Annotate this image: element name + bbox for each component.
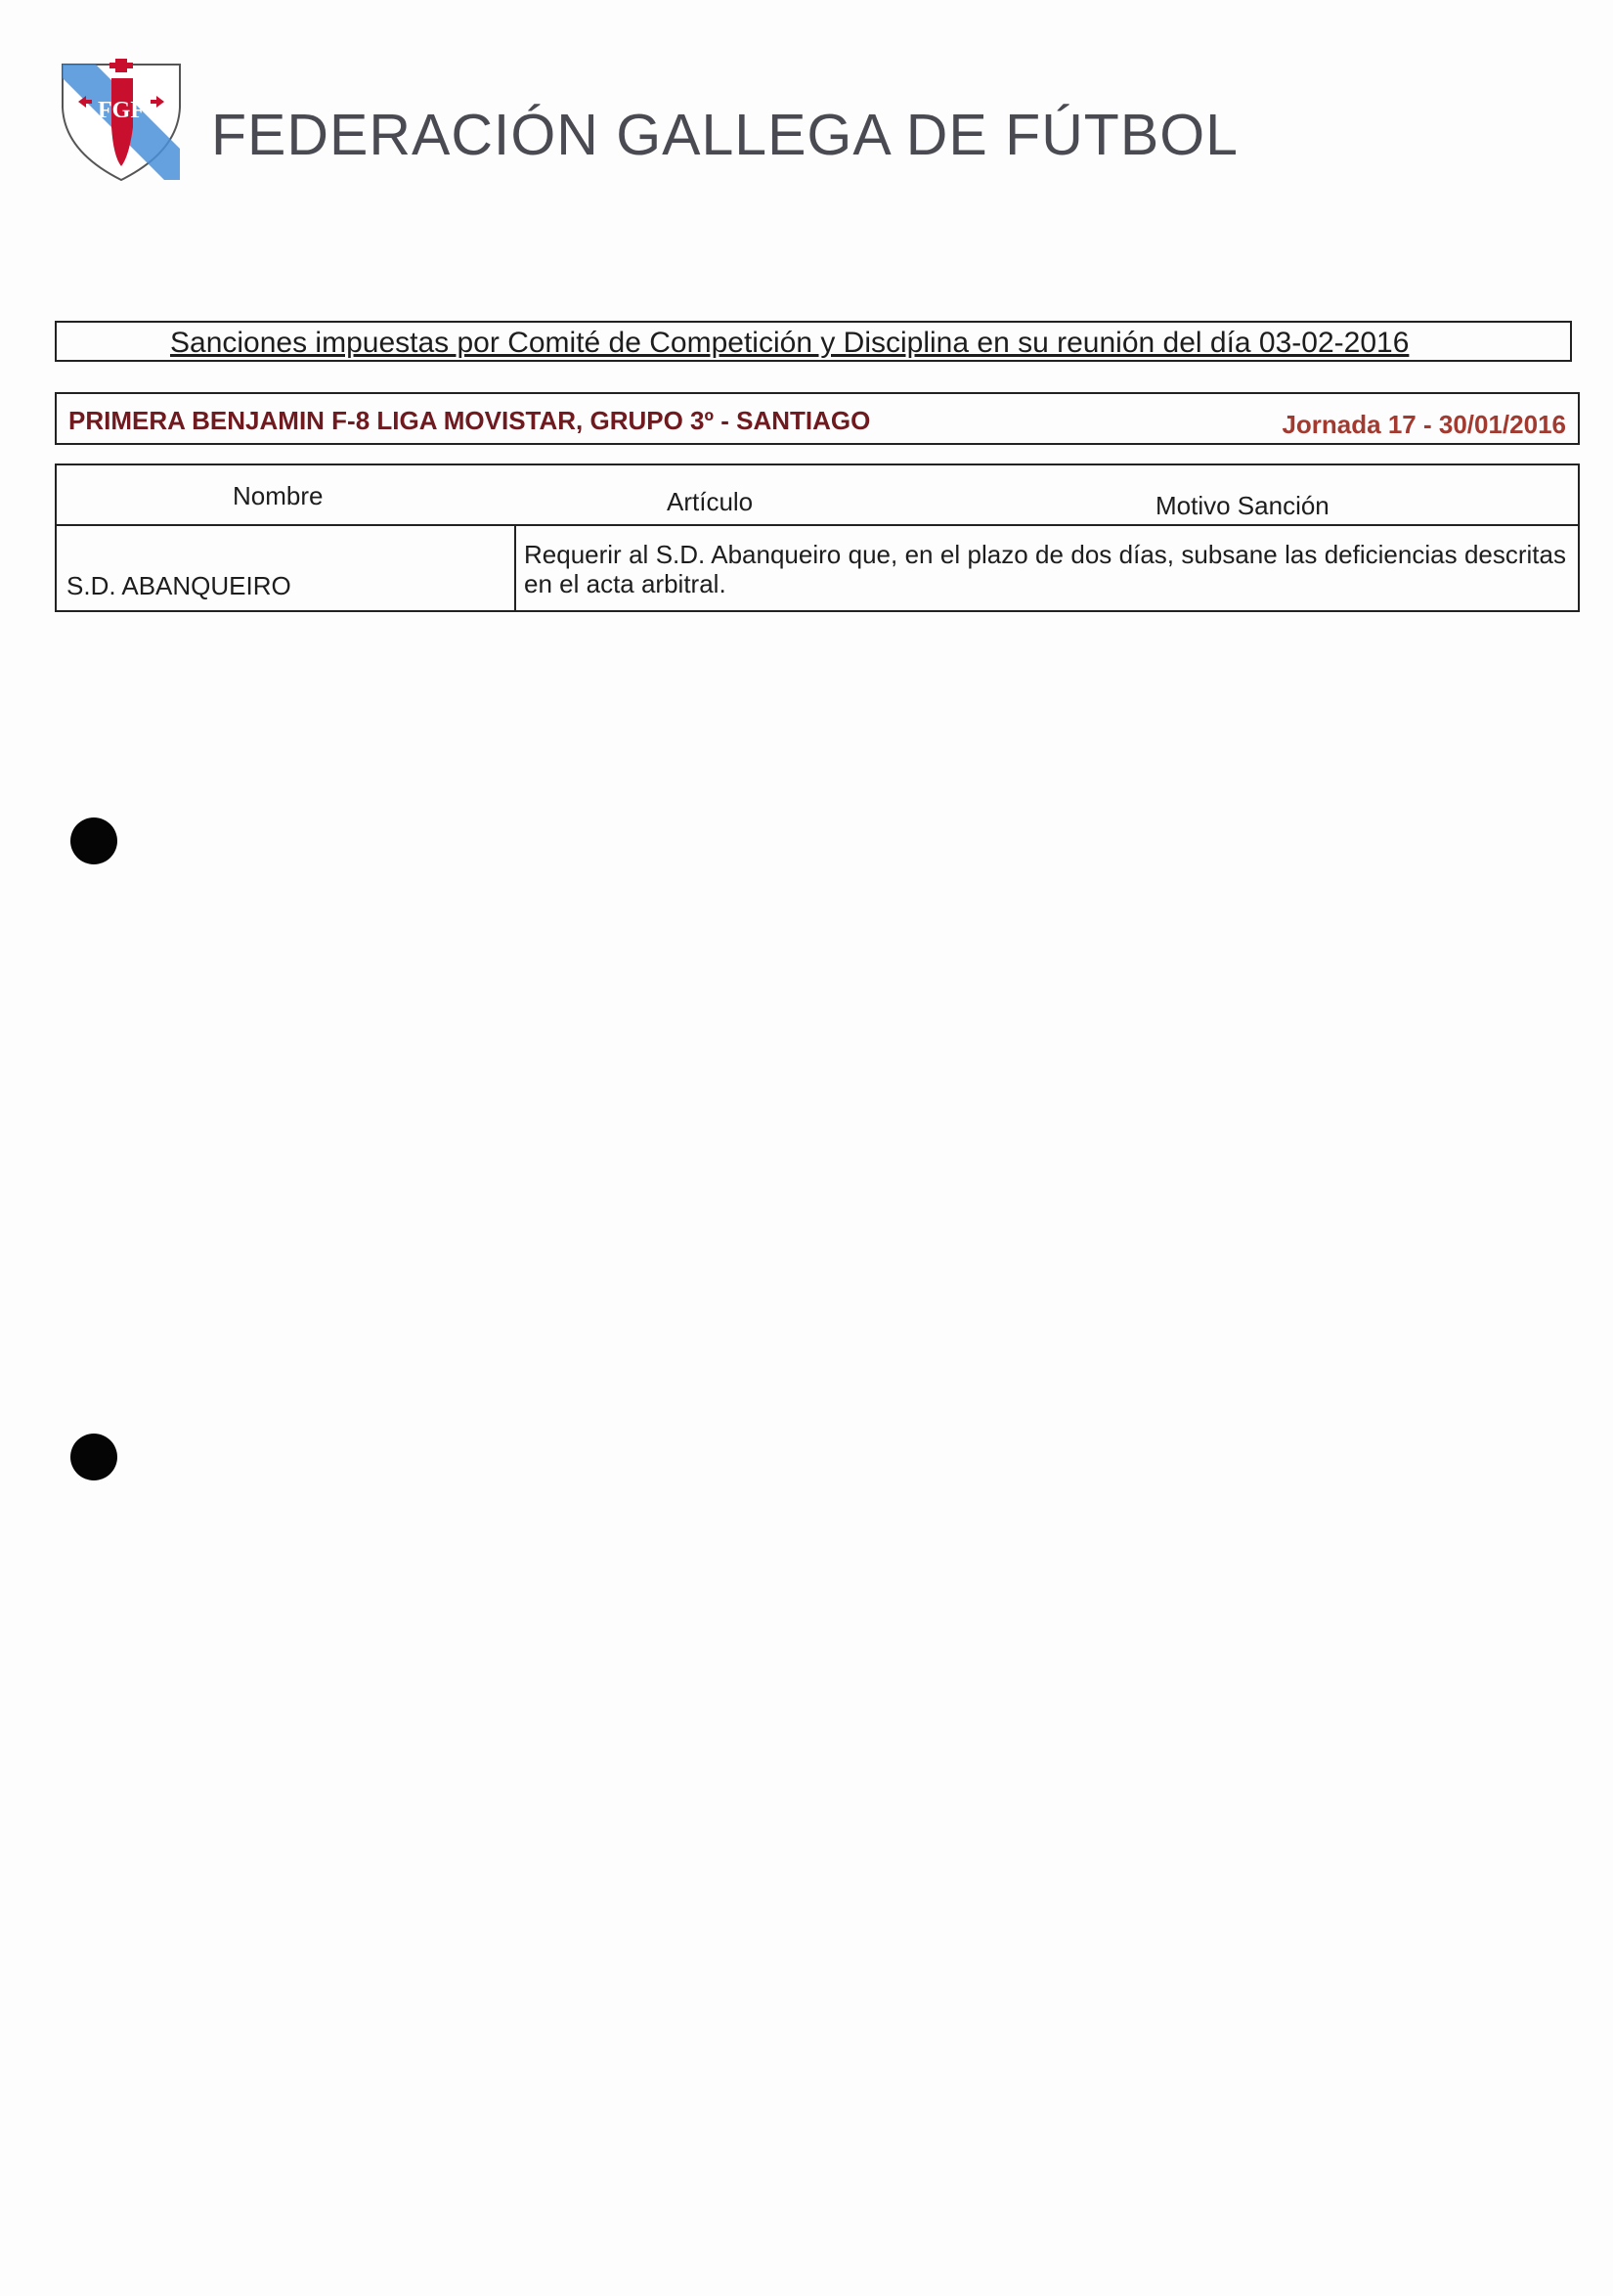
punch-hole <box>70 1434 117 1480</box>
column-header-motivo: Motivo Sanción <box>1155 491 1330 520</box>
table-header-row <box>55 464 1580 526</box>
column-header-nombre: Nombre <box>233 481 324 510</box>
table-row <box>55 524 1580 612</box>
punch-hole <box>70 817 117 864</box>
organization-title: FEDERACIÓN GALLEGA DE FÚTBOL <box>211 103 1239 167</box>
jornada-label: Jornada 17 - 30/01/2016 <box>1282 410 1566 439</box>
svg-text:FGF: FGF <box>98 98 145 123</box>
session-header-box <box>55 321 1572 362</box>
session-title: Sanciones impuestas por Comité de Competición y Disciplina en su reunión del día 03-02-2016 <box>170 327 1410 359</box>
fgf-crest-logo <box>57 59 186 184</box>
sanctioned-name: S.D. ABANQUEIRO <box>66 571 291 600</box>
column-header-articulo: Artículo <box>667 487 754 516</box>
sanctions-table <box>55 464 1580 612</box>
competition-header-box <box>55 392 1580 445</box>
column-divider <box>514 524 516 612</box>
sanction-reason: Requerir al S.D. Abanqueiro que, en el plazo de dos días, subsane las deficiencias descritas en el acta arbitral. <box>524 540 1566 598</box>
competition-name: PRIMERA BENJAMIN F-8 LIGA MOVISTAR, GRUPO 3º - SANTIAGO <box>68 406 871 435</box>
